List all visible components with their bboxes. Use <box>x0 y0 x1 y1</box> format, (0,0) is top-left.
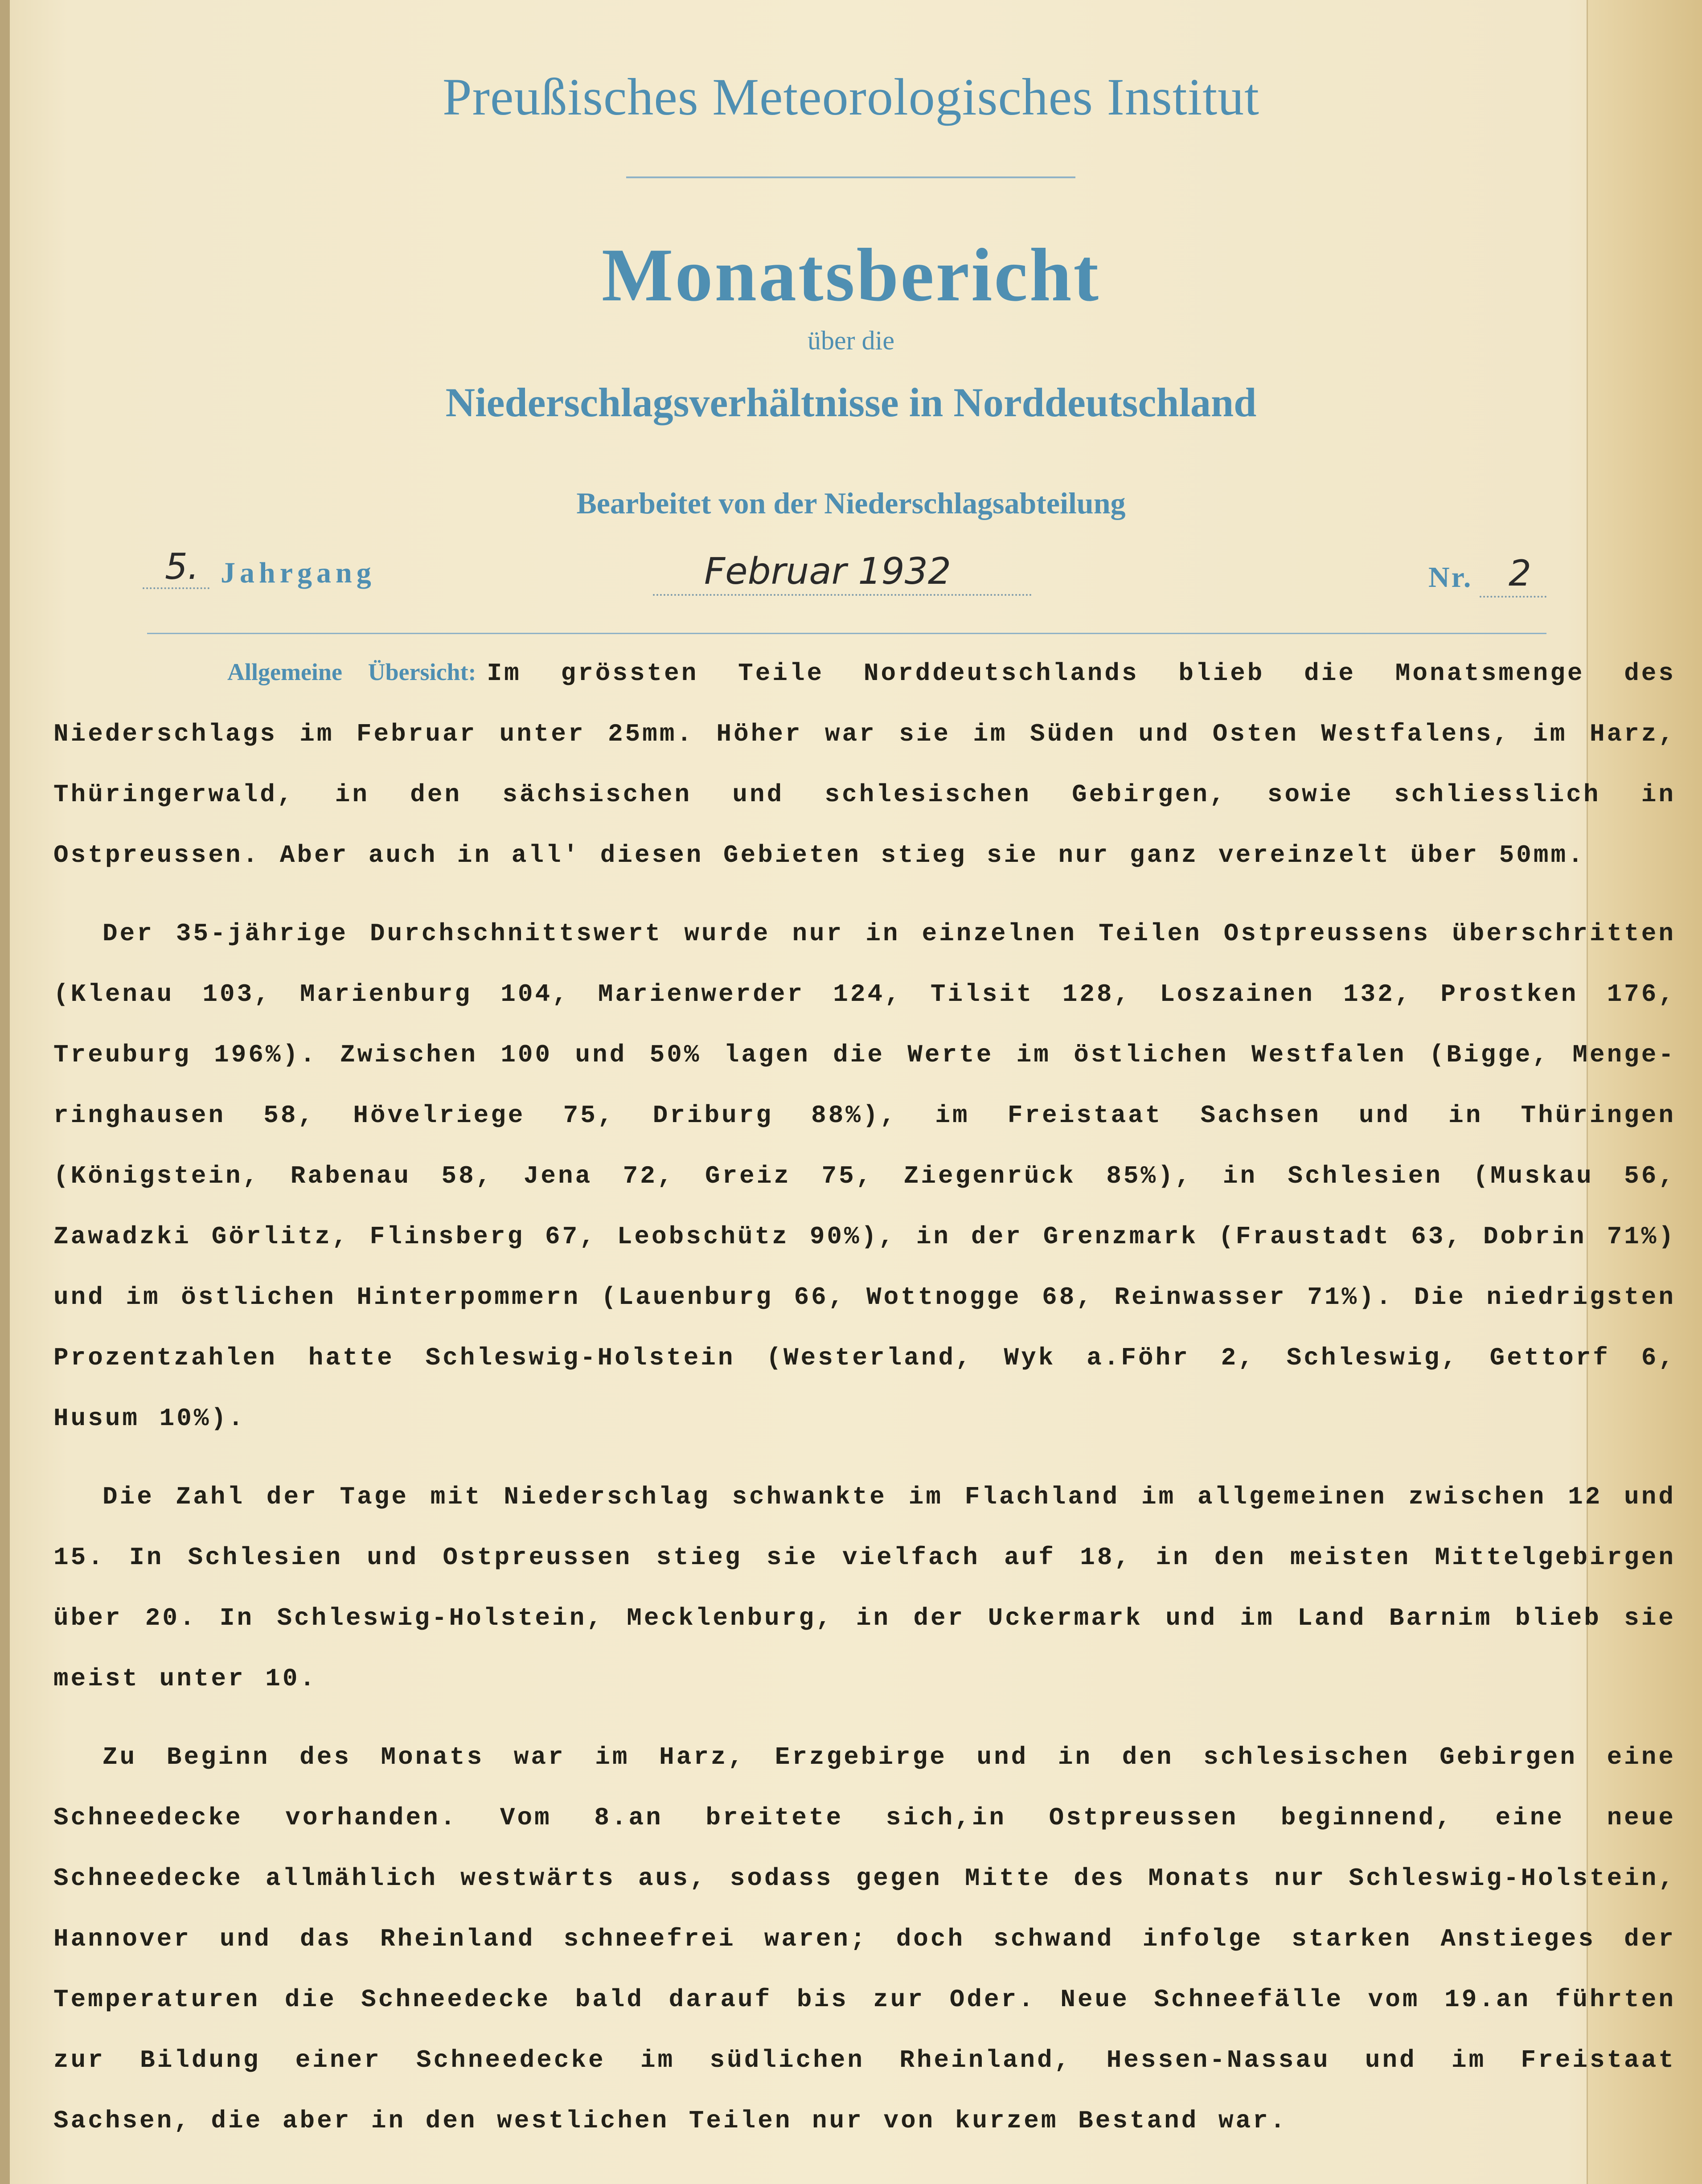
issue-number: 2 <box>1509 553 1531 594</box>
paragraph-percentages: Der 35-jährige Durchschnittswert wurde nur in einzelnen Teilen Ostpreussens überschritten (Klenau 103, Marienburg 104, Marienwerder 124, Tilsit 128, Loszainen 132, Prostken 176, Treuburg 196%). Zwischen 100 und 50% lagen die Werte im östlichen Westfalen (Bigge, Menge-ringhausen 58, Hövelriege 75, Driburg 88%), im Freistaat Sachsen und in Thüringen (Königstein, Rabenau 58, Jena 72, Greiz 75, Ziegenrück 85%), in Schlesien (Muskau 56, Zawadzki Görlitz, Flinsberg 67, Leobschütz 90%), in der Grenzmark (Fraustadt 63, Dobrin 71%) und im östlichen Hinterpommern (Lauenburg 66, Wottnogge 68, Reinwasser 71%). Die niedrigsten Prozentzahlen hatte Schleswig-Holstein (Westerland, Wyk a.Föhr 2, Schleswig, Gettorf 6, Husum 10%). <box>53 919 1676 1433</box>
volume-fill-line <box>143 587 209 589</box>
month-fill-line <box>653 594 1032 596</box>
document-title: Monatsbericht <box>601 233 1101 317</box>
volume-number: 5. <box>165 546 199 587</box>
issue-fill-line <box>1480 596 1546 598</box>
overview-text: Im grössten Teile Norddeutschlands blieb die Monatsmenge des Niederschlags im Februar unter 25mm. Höher war sie im Süden und Osten Westfalens, im Harz, Thüringerwald, in den sächsischen und schlesischen Gebirgen, sowie schliesslich in Ostpreussen. Aber auch in all' diesen Gebieten stieg sie nur ganz vereinzelt über 50mm. <box>53 659 1676 869</box>
paragraph-snow-cover: Zu Beginn des Monats war im Harz, Erzgebirge und in den schlesischen Gebirgen eine Schneedecke vorhanden. Vom 8.an breitete sich,in Ostpreussen beginnend, eine neue Schneedecke allmählich westwärts aus, sodass gegen Mitte des Monats nur Schleswig-Holstein, Hannover und das Rheinland schneefrei waren; doch schwand infolge starken Anstieges der Temperaturen die Schneedecke bald darauf bis zur Oder. Neue Schneefälle vom 19.an führten zur Bildung einer Schneedecke im südlichen Rheinland, Hessen-Nassau und im Freistaat Sachsen, die aber in den westlichen Teilen nur von kurzem Bestand war. <box>53 1743 1676 2135</box>
volume-label: Jahrgang <box>221 557 376 589</box>
subtitle-connector: über die <box>808 326 894 355</box>
paragraph-precipitation-days: Die Zahl der Tage mit Niederschlag schwankte im Flachland im allgemeinen zwischen 12 und 15. In Schlesien und Ostpreussen stieg sie vielfach auf 18, in den meisten Mittelgebirgen über 20. In Schleswig-Holstein, Mecklenburg, in der Uckermark und im Land Barnim blieb sie meist unter 10. <box>53 1483 1676 1693</box>
title-divider <box>626 176 1075 178</box>
paragraph-overview <box>53 642 1676 885</box>
header-divider <box>147 633 1546 634</box>
overview-label: Allgemeine Übersicht: <box>227 659 476 685</box>
report-month: Februar 1932 <box>704 550 951 593</box>
institute-title: Preußisches Meteorologisches Institut <box>443 68 1259 126</box>
report-body <box>53 642 1676 2151</box>
editor-line: Bearbeitet von der Niederschlagsabteilung <box>576 486 1126 520</box>
issue-label: Nr. <box>1428 561 1473 594</box>
document-subtitle: Niederschlagsverhältnisse in Norddeutschland <box>445 380 1257 425</box>
